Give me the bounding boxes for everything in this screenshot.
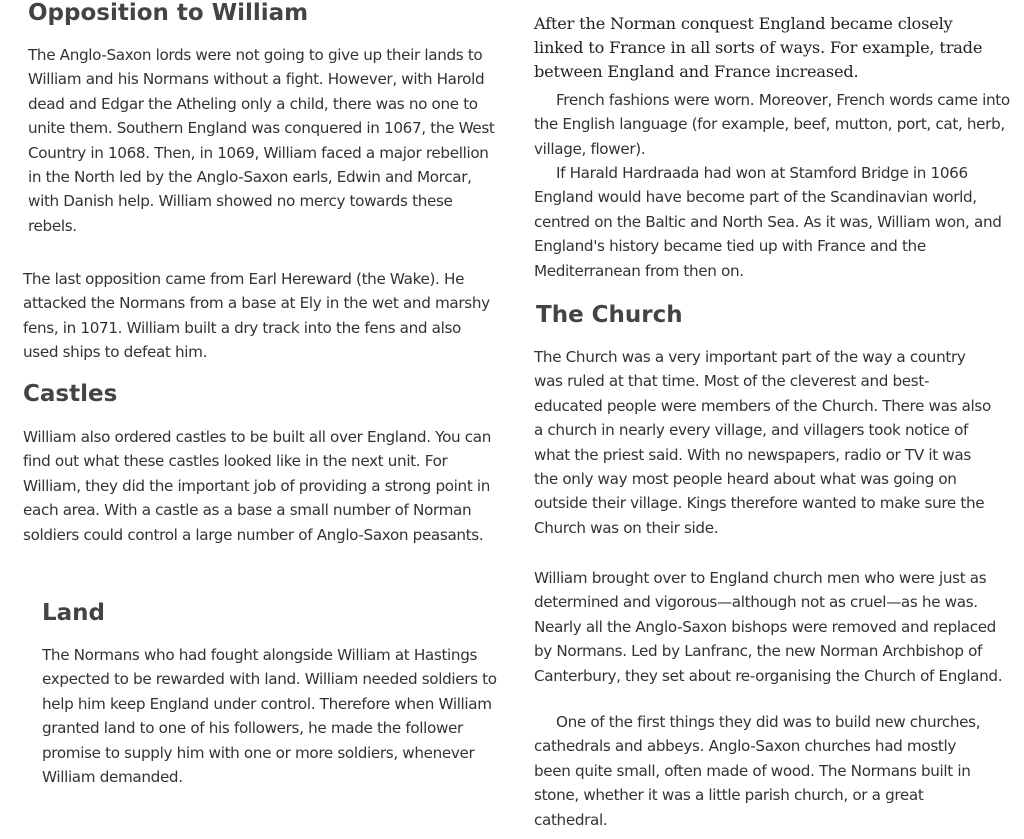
castles-paragraph: William also ordered castles to be built all over England. You can find out what these castles looked like in the next unit. For William, they did the important job of providing a strong point in each area. With a castle as a base a small number of Norman soldiers could control a large number of Anglo-Saxon peasants. — [23, 428, 491, 544]
intro-paragraph-1: After the Norman conquest England became closely linked to France in all sorts of ways. For example, trade between England and France increased. — [534, 14, 983, 82]
intro-paragraph-2: French fashions were worn. Moreover, French words came into the English language (for example, beef, mutton, port, cat, herb, village, flower). — [534, 91, 1010, 158]
church-paragraph-3: One of the first things they did was to build new churches, cathedrals and abbeys. Anglo-Saxon churches had mostly been quite small, often made of wood. The Normans built in stone, whether it was a little parish church, or a great cathedral. — [534, 713, 981, 829]
opposition-paragraph-1: The Anglo-Saxon lords were not going to give up their lands to William and his Normans without a fight. However, with Harold dead and Edgar the Atheling only a child, there was no one to unite them. Southern England was conquered in 1067, the West Country in 1068. Then, in 1069, William faced a major rebellion in the North led by the Anglo-Saxon earls, Edwin and Morcar, with Danish help. William showed no mercy towards these rebels. — [28, 46, 495, 235]
opposition-paragraph-2: The last opposition came from Earl Hereward (the Wake). He attacked the Normans from a base at Ely in the wet and marshy fens, in 1071. William built a dry track into the fens and also used ships to defeat him. — [23, 270, 490, 362]
intro-paragraph-3: If Harald Hardraada had won at Stamford Bridge in 1066 England would have become part of the Scandinavian world, centred on the Baltic and North Sea. As it was, William won, and England's history became tied up with France and the Mediterranean from then on. — [534, 164, 1002, 280]
church-heading: The Church — [536, 302, 683, 328]
land-paragraph: The Normans who had fought alongside William at Hastings expected to be rewarded with land. William needed soldiers to help him keep England under control. Therefore when William granted land to one of his followers, he made the follower promise to supply him with one or more soldiers, whenever William demanded. — [42, 646, 497, 787]
church-paragraph-2: William brought over to England church men who were just as determined and vigorous—although not as cruel—as he was. Nearly all the Anglo-Saxon bishops were removed and replaced by Normans. Led by Lanfranc, the new Norman Archbishop of Canterbury, they set about re-organising the Church of England. — [534, 569, 1003, 685]
castles-heading: Castles — [23, 381, 118, 407]
opposition-heading: Opposition to William — [28, 0, 309, 26]
church-paragraph-1: The Church was a very important part of the way a country was ruled at that time. Most of the cleverest and best-educated people were members of the Church. There was also a church in nearly every village, and villagers took notice of what the priest said. With no newspapers, radio or TV it was the only way most people heard about what was going on outside their village. Kings therefore wanted to make sure the Church was on their side. — [534, 348, 991, 537]
land-heading: Land — [42, 600, 106, 626]
